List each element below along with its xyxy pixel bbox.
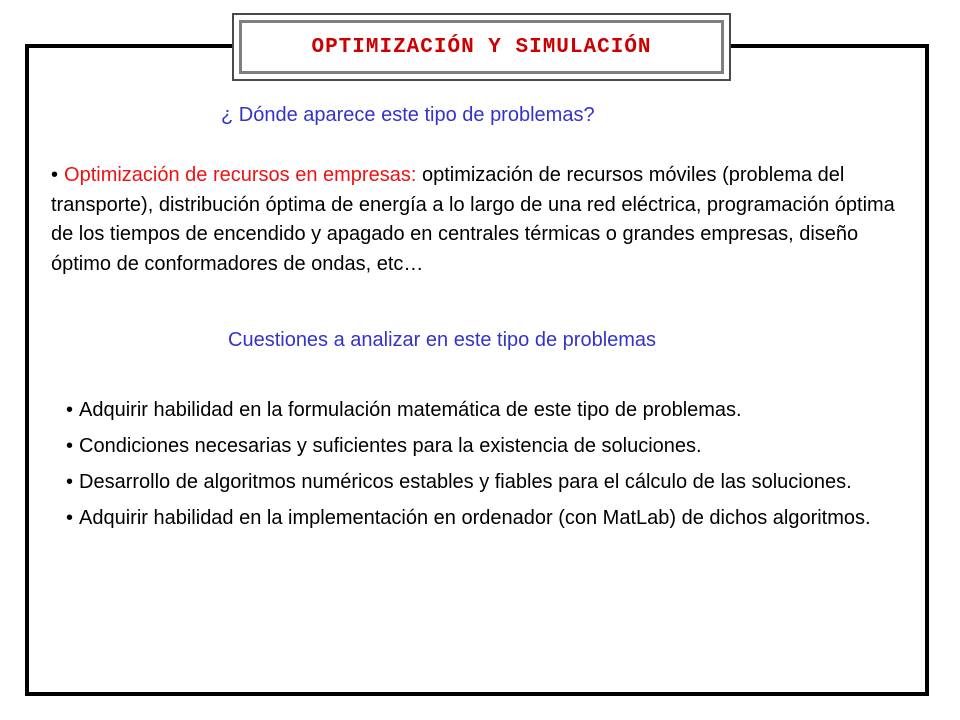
slide-title: OPTIMIZACIÓN Y SIMULACIÓN [311, 35, 652, 59]
bullet-dot: • [66, 399, 74, 421]
resources-highlight: Optimización de recursos en empresas: [64, 164, 417, 186]
resources-text: optimización de recursos móviles (problema del transporte), distribución óptima de energía a lo largo de una red eléctrica, programación óptima de los tiempos de encendido y apagado en centrales térmicas o grandes empresas, diseño óptimo de conformadores de ondas, etc… [51, 164, 895, 275]
list-item [66, 397, 921, 424]
list-item-text: Desarrollo de algoritmos numéricos estables y fiables para el cálculo de las soluciones. [79, 471, 852, 493]
list-item [66, 505, 921, 532]
list-item [66, 433, 921, 460]
list-item-text: Condiciones necesarias y suficientes para la existencia de soluciones. [79, 435, 702, 457]
bullet-dot: • [66, 507, 74, 529]
bullet-dot: • [66, 435, 74, 457]
questions-list [66, 397, 921, 541]
list-item [66, 469, 921, 496]
bullet-dot: • [51, 164, 59, 186]
title-box [232, 13, 731, 81]
question-heading: ¿ Dónde aparece este tipo de problemas? [221, 104, 595, 126]
resources-paragraph [51, 161, 901, 279]
slide-frame [25, 44, 929, 696]
list-item-text: Adquirir habilidad en la formulación matemática de este tipo de problemas. [79, 399, 742, 421]
questions-subheading: Cuestiones a analizar en este tipo de problemas [228, 329, 657, 351]
bullet-dot: • [66, 471, 74, 493]
title-inner-border [239, 20, 724, 74]
list-item-text: Adquirir habilidad en la implementación en ordenador (con MatLab) de dichos algoritmos. [79, 507, 871, 529]
